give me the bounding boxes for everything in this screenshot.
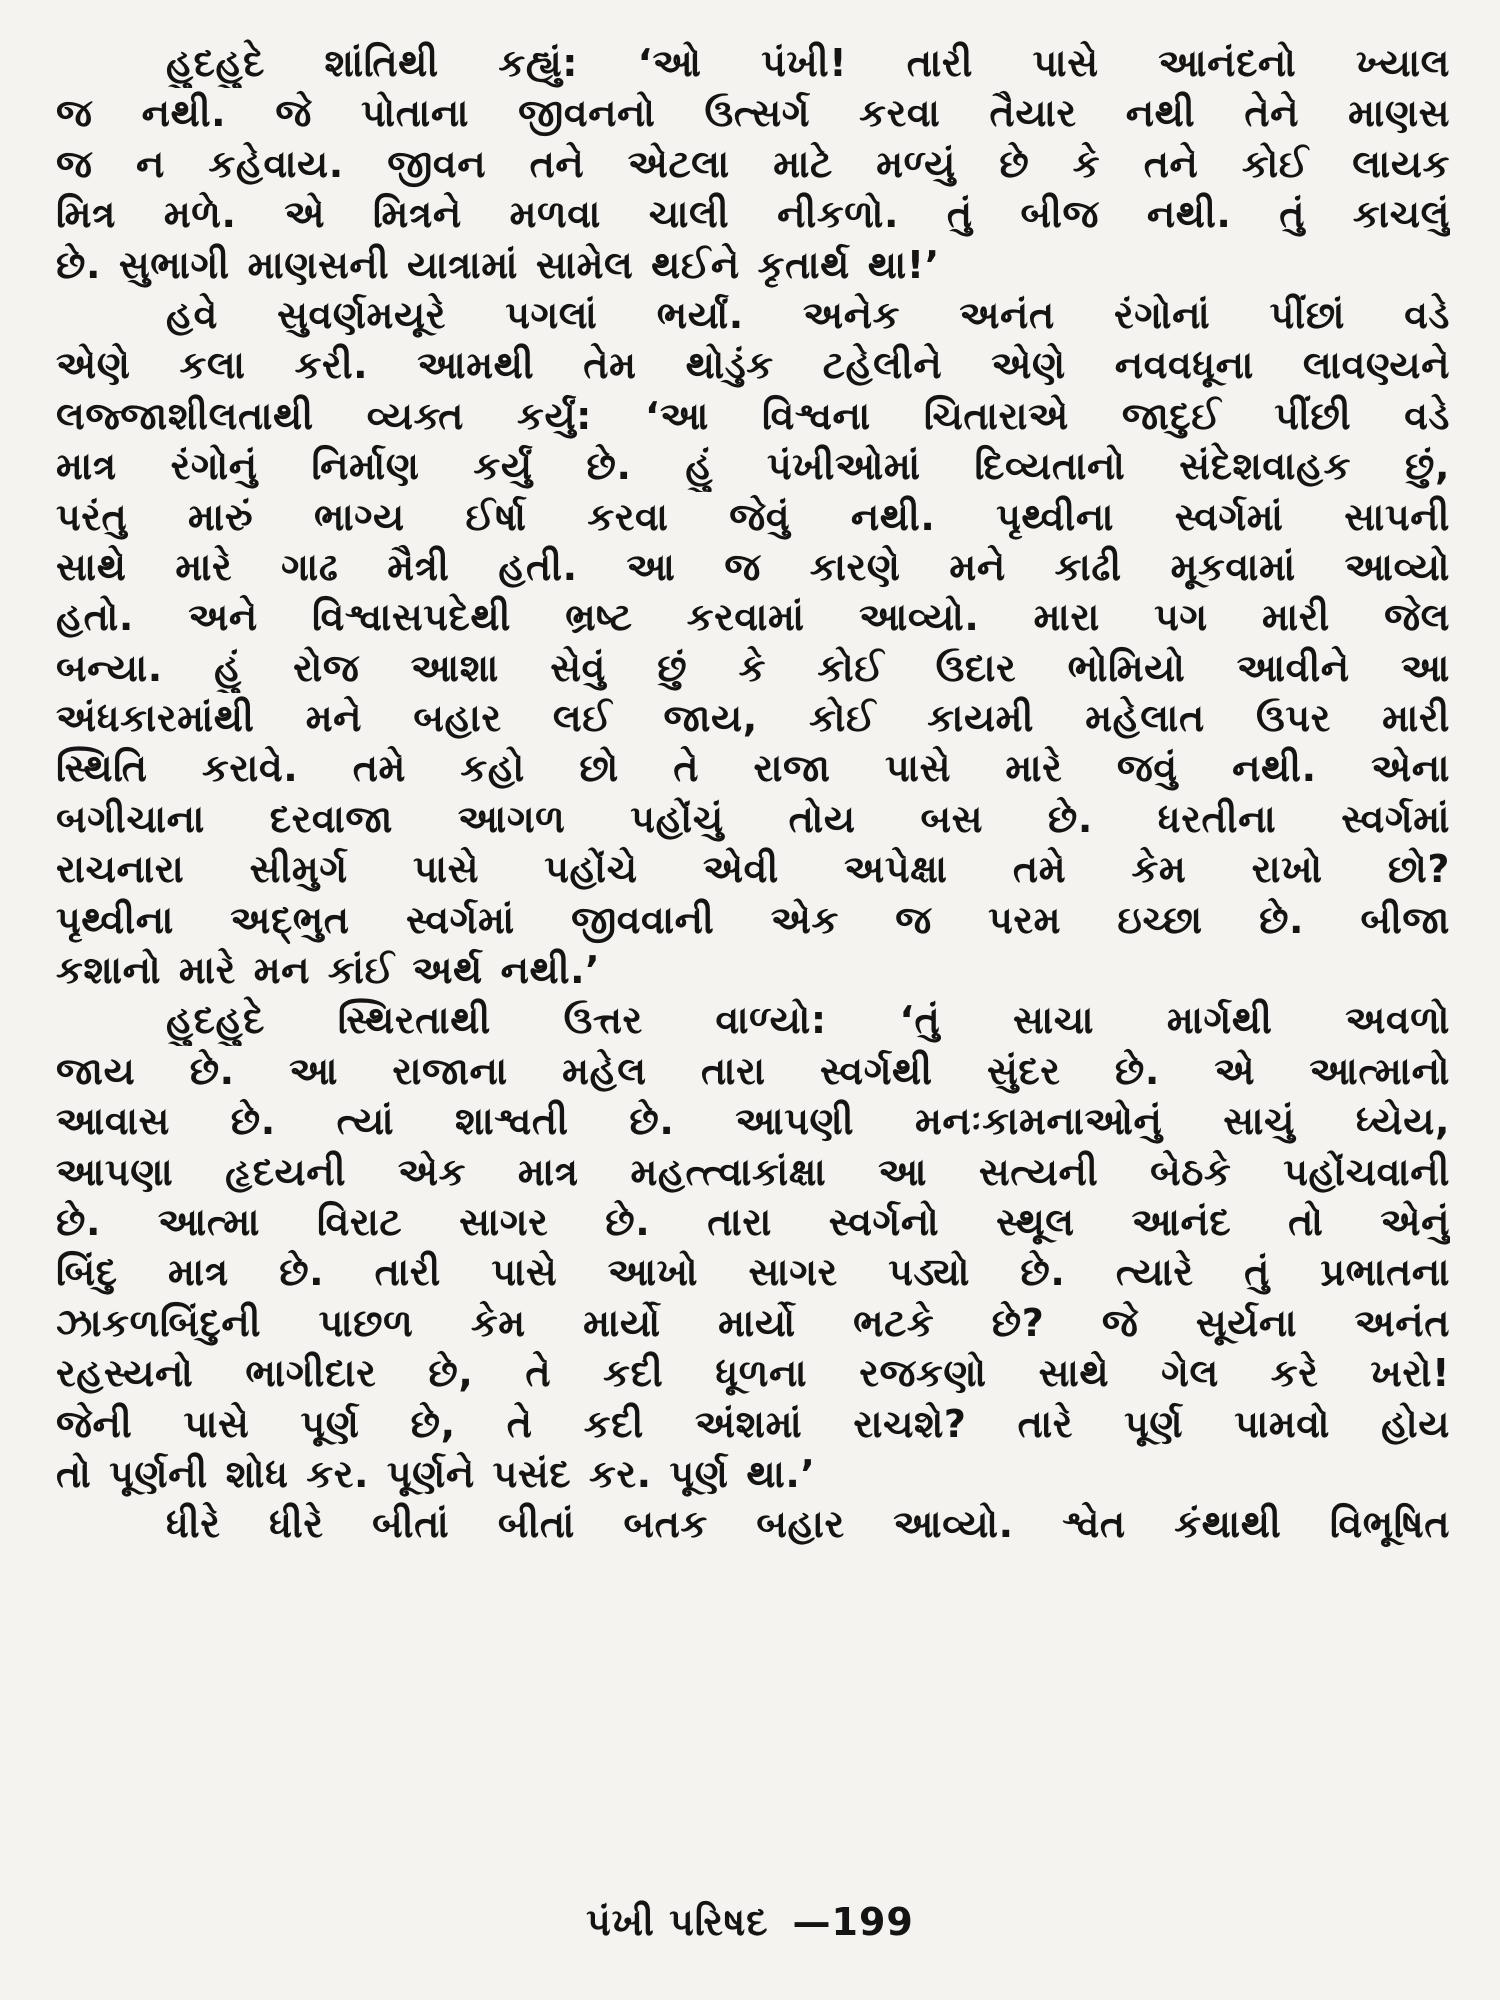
- text-line: છે. આત્મા વિરાટ સાગર છે. તારા સ્વર્ગનો સ્થૂલ આનંદ તો એનું: [56, 1199, 1450, 1244]
- text-line: રહસ્યનો ભાગીદાર છે, તે કદી ધૂળના રજકણો સાથે ગેલ કરે ખરો!: [56, 1351, 1450, 1396]
- text-line: હુદહુદે સ્થિરતાથી ઉત્તર વાળ્યો: ‘તું સાચા માર્ગથી અવળો: [166, 998, 1450, 1043]
- text-line: પરંતુ મારું ભાગ્ય ઈર્ષા કરવા જેવું નથી. પૃથ્વીના સ્વર્ગમાં સાપની: [56, 494, 1450, 539]
- text-line: હુદહુદે શાંતિથી કહ્યું: ‘ઓ પંખી! તારી પાસે આનંદનો ખ્યાલ: [166, 41, 1450, 85]
- text-line: જ નથી. જે પોતાના જીવનનો ઉત્સર્ગ કરવા તૈયાર નથી તેને માણસ: [56, 91, 1450, 136]
- text-line: મિત્ર મળે. એ મિત્રને મળવા ચાલી નીકળો. તું બીજ નથી. તું કાચલું: [56, 192, 1450, 237]
- text-line: હતો. અને વિશ્વાસપદેથી ભ્રષ્ટ કરવામાં આવ્યો. મારા પગ મારી જેલ: [56, 595, 1450, 640]
- text-line: આપણા હૃદયની એક માત્ર મહત્ત્વાકાંક્ષા આ સત્યની બેઠકે પહોંચવાની: [56, 1149, 1450, 1194]
- text-line: સ્થિતિ કરાવે. તમે કહો છો તે રાજા પાસે મારે જવું નથી. એના: [56, 746, 1450, 791]
- text-line: જાય છે. આ રાજાના મહેલ તારા સ્વર્ગથી સુંદર છે. એ આત્માનો: [56, 1048, 1450, 1093]
- running-title: પંખી પરિષદ: [586, 1900, 769, 1944]
- page-footer: [0, 1900, 1500, 1945]
- text-line: પૃથ્વીના અદ્‌ભુત સ્વર્ગમાં જીવવાની એક જ પરમ ઇચ્છા છે. બીજા: [56, 897, 1450, 942]
- text-line: તો પૂર્ણની શોધ કર. પૂર્ણને પસંદ કર. પૂર્ણ થા.’: [56, 1451, 816, 1496]
- text-line: ઝાકળબિંદુની પાછળ કેમ માર્યો માર્યો ભટકે છે? જે સૂર્યના અનંત: [56, 1300, 1450, 1345]
- text-line: ધીરે ધીરે બીતાં બીતાં બતક બહાર આવ્યો. શ્વેત કંથાથી વિભૂષિત: [166, 1502, 1450, 1547]
- text-line: બિંદુ માત્ર છે. તારી પાસે આખો સાગર પડ્યો છે. ત્યારે તું પ્રભાતના: [56, 1250, 1450, 1295]
- text-line: કશાનો મારે મન કાંઈ અર્થ નથી.’: [56, 948, 601, 993]
- text-line: છે. સુભાગી માણસની યાત્રામાં સામેલ થઈને કૃતાર્થ થા!’: [56, 242, 940, 287]
- text-line: બન્યા. હું રોજ આશા સેવું છું કે કોઈ ઉદાર ભોમિયો આવીને આ: [56, 645, 1450, 690]
- text-line: લજ્જાશીલતાથી વ્યક્ત કર્યું: ‘આ વિશ્વના ચિતારાએ જાદુઈ પીંછી વડે: [56, 393, 1450, 438]
- text-line: જેની પાસે પૂર્ણ છે, તે કદી અંશમાં રાચશે? તારે પૂર્ણ પામવો હોય: [56, 1401, 1450, 1446]
- text-line: આવાસ છે. ત્યાં શાશ્વતી છે. આપણી મનઃકામનાઓનું સાચું ધ્યેય,: [56, 1099, 1450, 1144]
- text-line: હવે સુવર્ણમયૂરે પગલાં ભર્યાં. અનેક અનંત રંગોનાં પીંછાં વડે: [166, 292, 1450, 337]
- text-line: જ ન કહેવાય. જીવન તને એટલા માટે મળ્યું છે કે તને કોઈ લાયક: [56, 141, 1450, 186]
- page-number: —199: [792, 1900, 914, 1944]
- text-line: માત્ર રંગોનું નિર્માણ કર્યું છે. હું પંખીઓમાં દિવ્યતાનો સંદેશવાહક છું,: [56, 444, 1450, 489]
- text-line: રાચનારા સીમુર્ગ પાસે પહોંચે એવી અપેક્ષા તમે કેમ રાખો છો?: [56, 847, 1450, 892]
- text-line: સાથે મારે ગાઢ મૈત્રી હતી. આ જ કારણે મને કાઢી મૂકવામાં આવ્યો: [56, 544, 1450, 589]
- text-line: અંધકારમાંથી મને બહાર લઈ જાય, કોઈ કાયમી મહેલાત ઉપર મારી: [56, 696, 1450, 741]
- text-line: બગીચાના દરવાજા આગળ પહોંચું તોય બસ છે. ધરતીના સ્વર્ગમાં: [56, 796, 1450, 841]
- text-line: એણે કલા કરી. આમથી તેમ થોડુંક ટહેલીને એણે નવવધૂના લાવણ્યને: [56, 343, 1450, 388]
- body-text: [56, 38, 1450, 1550]
